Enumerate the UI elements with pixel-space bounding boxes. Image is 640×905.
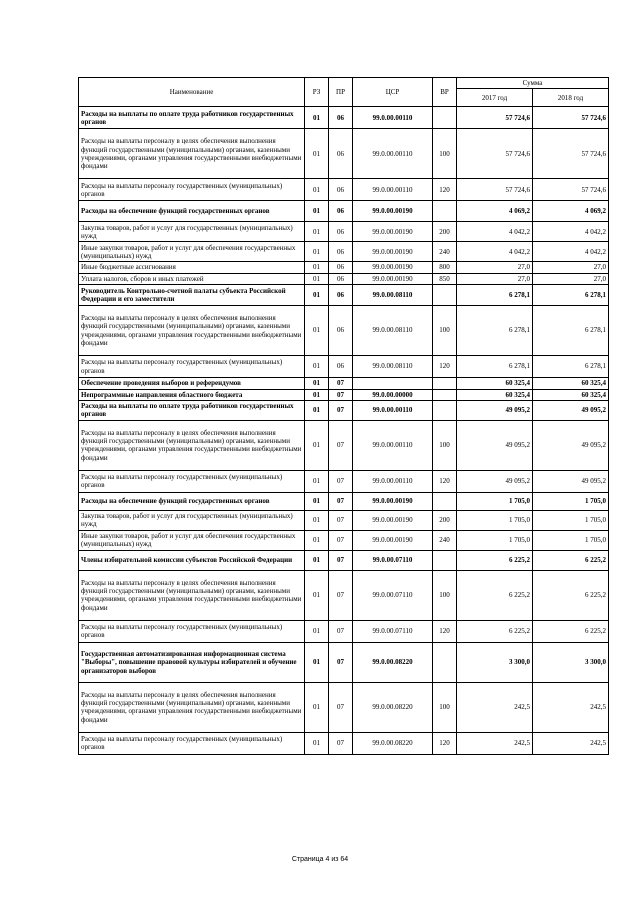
cell-rz: 01 (305, 179, 329, 201)
cell-pr: 07 (329, 682, 353, 732)
cell-vr: 120 (433, 356, 457, 378)
cell-pr: 07 (329, 400, 353, 420)
cell-pr: 07 (329, 389, 353, 400)
cell-csr: 99.0.00.07110 (353, 620, 433, 642)
table-row (79, 510, 609, 530)
header-rz: РЗ (305, 78, 329, 107)
cell-rz: 01 (305, 242, 329, 262)
cell-vr: 100 (433, 570, 457, 620)
cell-vr (433, 642, 457, 682)
cell-rz: 01 (305, 570, 329, 620)
cell-sum-2017: 6 278,1 (457, 356, 533, 378)
cell-sum-2018: 6 278,1 (533, 356, 609, 378)
cell-pr: 06 (329, 285, 353, 306)
cell-csr: 99.0.00.00190 (353, 510, 433, 530)
cell-name: Иные закупки товаров, работ и услуг для обеспечения государственных (муниципальных) нужд (79, 242, 305, 262)
cell-sum-2017: 4 069,2 (457, 201, 533, 222)
table-row (79, 530, 609, 550)
cell-rz: 01 (305, 273, 329, 284)
table-row (79, 389, 609, 400)
cell-sum-2018: 6 278,1 (533, 285, 609, 306)
cell-name: Члены избирательной комиссии субъектов Российской Федерации (79, 550, 305, 570)
cell-name: Расходы на выплаты персоналу государственных (муниципальных) органов (79, 732, 305, 754)
table-row (79, 242, 609, 262)
cell-csr: 99.0.00.00190 (353, 492, 433, 510)
cell-csr: 99.0.00.00110 (353, 107, 433, 129)
cell-rz: 01 (305, 222, 329, 242)
cell-name: Закупка товаров, работ и услуг для государственных (муниципальных) нужд (79, 222, 305, 242)
table-row (79, 222, 609, 242)
cell-name: Расходы на выплаты по оплате труда работников государственных органов (79, 107, 305, 129)
cell-name: Расходы на выплаты персоналу в целях обеспечения выполнения функций государственными (муниципальными) органами, казенными учреждениями, органами управления государственными внебюджетными фондами (79, 420, 305, 470)
cell-sum-2017: 242,5 (457, 682, 533, 732)
table-row (79, 570, 609, 620)
table-row (79, 107, 609, 129)
table-row (79, 285, 609, 306)
cell-sum-2017: 1 705,0 (457, 510, 533, 530)
cell-rz: 01 (305, 510, 329, 530)
cell-name: Расходы на выплаты по оплате труда работников государственных органов (79, 400, 305, 420)
cell-pr: 06 (329, 242, 353, 262)
cell-vr: 800 (433, 262, 457, 273)
cell-rz: 01 (305, 107, 329, 129)
cell-sum-2017: 3 300,0 (457, 642, 533, 682)
cell-sum-2018: 1 705,0 (533, 530, 609, 550)
cell-rz: 01 (305, 129, 329, 179)
cell-name: Расходы на выплаты персоналу государственных (муниципальных) органов (79, 179, 305, 201)
cell-vr: 200 (433, 222, 457, 242)
cell-csr: 99.0.00.00190 (353, 201, 433, 222)
cell-vr: 240 (433, 530, 457, 550)
cell-sum-2018: 57 724,6 (533, 107, 609, 129)
cell-csr: 99.0.00.08110 (353, 356, 433, 378)
table-row (79, 492, 609, 510)
cell-sum-2018: 3 300,0 (533, 642, 609, 682)
cell-sum-2017: 1 705,0 (457, 492, 533, 510)
cell-pr: 07 (329, 642, 353, 682)
cell-vr: 100 (433, 306, 457, 356)
budget-table (78, 77, 609, 755)
cell-sum-2018: 60 325,4 (533, 378, 609, 389)
table-row (79, 129, 609, 179)
cell-sum-2018: 1 705,0 (533, 492, 609, 510)
cell-vr (433, 378, 457, 389)
cell-rz: 01 (305, 732, 329, 754)
cell-rz: 01 (305, 530, 329, 550)
cell-rz: 01 (305, 470, 329, 492)
cell-rz: 01 (305, 356, 329, 378)
table-row (79, 550, 609, 570)
cell-sum-2018: 49 095,2 (533, 470, 609, 492)
page-number: Страница 4 из 64 (291, 856, 349, 863)
table-header (79, 78, 609, 107)
cell-sum-2017: 27,0 (457, 262, 533, 273)
cell-rz: 01 (305, 420, 329, 470)
cell-pr: 06 (329, 107, 353, 129)
cell-csr: 99.0.00.00110 (353, 470, 433, 492)
table-row (79, 262, 609, 273)
cell-sum-2017: 6 225,2 (457, 570, 533, 620)
cell-csr: 99.0.00.08110 (353, 306, 433, 356)
cell-vr (433, 389, 457, 400)
cell-sum-2017: 57 724,6 (457, 107, 533, 129)
cell-pr: 07 (329, 620, 353, 642)
cell-vr (433, 550, 457, 570)
cell-pr: 07 (329, 732, 353, 754)
cell-vr (433, 201, 457, 222)
cell-sum-2018: 4 042,2 (533, 242, 609, 262)
cell-vr: 100 (433, 129, 457, 179)
cell-rz: 01 (305, 389, 329, 400)
cell-name: Расходы на выплаты персоналу государственных (муниципальных) органов (79, 470, 305, 492)
cell-rz: 01 (305, 378, 329, 389)
cell-name: Руководитель Контрольно-счетной палаты субъекта Российской Федерации и его заместители (79, 285, 305, 306)
cell-pr: 07 (329, 570, 353, 620)
cell-name: Расходы на обеспечение функций государственных органов (79, 492, 305, 510)
cell-pr: 06 (329, 222, 353, 242)
cell-name: Государственная автоматизированная информационная система "Выборы", повышение правовой культуры избирателей и обучение организаторов выборов (79, 642, 305, 682)
cell-vr (433, 285, 457, 306)
cell-name: Расходы на выплаты персоналу в целях обеспечения выполнения функций государственными (муниципальными) органами, казенными учреждениями, органами управления государственными внебюджетными фондами (79, 306, 305, 356)
cell-rz: 01 (305, 682, 329, 732)
cell-rz: 01 (305, 262, 329, 273)
cell-sum-2018: 6 225,2 (533, 570, 609, 620)
table-row (79, 400, 609, 420)
cell-name: Обеспечение проведения выборов и референдумов (79, 378, 305, 389)
cell-name: Расходы на выплаты персоналу в целях обеспечения выполнения функций государственными (муниципальными) органами, казенными учреждениями, органами управления государственными внебюджетными фондами (79, 129, 305, 179)
table-row (79, 732, 609, 754)
cell-sum-2017: 1 705,0 (457, 530, 533, 550)
header-name: Наименование (79, 78, 305, 107)
header-2017: 2017 год (457, 89, 533, 107)
cell-pr: 06 (329, 273, 353, 284)
cell-vr: 240 (433, 242, 457, 262)
cell-rz: 01 (305, 306, 329, 356)
header-2018: 2018 год (533, 89, 609, 107)
cell-sum-2018: 57 724,6 (533, 129, 609, 179)
cell-sum-2017: 57 724,6 (457, 129, 533, 179)
cell-sum-2017: 6 278,1 (457, 306, 533, 356)
cell-pr: 06 (329, 356, 353, 378)
cell-sum-2018: 27,0 (533, 273, 609, 284)
cell-rz: 01 (305, 201, 329, 222)
table-row (79, 201, 609, 222)
cell-vr (433, 400, 457, 420)
cell-pr: 06 (329, 129, 353, 179)
cell-name: Непрограммные направления областного бюджета (79, 389, 305, 400)
cell-csr: 99.0.00.07110 (353, 570, 433, 620)
cell-sum-2017: 4 042,2 (457, 222, 533, 242)
cell-csr: 99.0.00.08110 (353, 285, 433, 306)
cell-sum-2017: 6 225,2 (457, 620, 533, 642)
cell-vr: 120 (433, 179, 457, 201)
cell-csr (353, 378, 433, 389)
cell-csr: 99.0.00.08220 (353, 642, 433, 682)
cell-sum-2018: 6 278,1 (533, 306, 609, 356)
cell-pr: 06 (329, 262, 353, 273)
cell-pr: 07 (329, 510, 353, 530)
cell-csr: 99.0.00.00190 (353, 222, 433, 242)
cell-vr (433, 492, 457, 510)
table-row (79, 682, 609, 732)
table-row (79, 179, 609, 201)
cell-name: Расходы на выплаты персоналу в целях обеспечения выполнения функций государственными (муниципальными) органами, казенными учреждениями, органами управления государственными внебюджетными фондами (79, 682, 305, 732)
cell-sum-2017: 27,0 (457, 273, 533, 284)
cell-sum-2018: 1 705,0 (533, 510, 609, 530)
cell-rz: 01 (305, 642, 329, 682)
cell-pr: 07 (329, 470, 353, 492)
cell-sum-2017: 4 042,2 (457, 242, 533, 262)
cell-csr: 99.0.00.00110 (353, 400, 433, 420)
table-row (79, 620, 609, 642)
cell-sum-2018: 49 095,2 (533, 400, 609, 420)
table-row (79, 642, 609, 682)
cell-sum-2017: 49 095,2 (457, 470, 533, 492)
cell-sum-2018: 4 069,2 (533, 201, 609, 222)
cell-name: Закупка товаров, работ и услуг для государственных (муниципальных) нужд (79, 510, 305, 530)
cell-pr: 07 (329, 530, 353, 550)
cell-sum-2018: 60 325,4 (533, 389, 609, 400)
cell-rz: 01 (305, 550, 329, 570)
cell-sum-2018: 6 225,2 (533, 550, 609, 570)
cell-sum-2017: 242,5 (457, 732, 533, 754)
cell-sum-2017: 49 095,2 (457, 400, 533, 420)
cell-sum-2018: 242,5 (533, 732, 609, 754)
cell-sum-2018: 49 095,2 (533, 420, 609, 470)
header-sum: Сумма (457, 78, 609, 89)
cell-sum-2017: 57 724,6 (457, 179, 533, 201)
cell-csr: 99.0.00.08220 (353, 682, 433, 732)
cell-pr: 07 (329, 492, 353, 510)
cell-name: Иные бюджетные ассигнования (79, 262, 305, 273)
cell-sum-2018: 242,5 (533, 682, 609, 732)
cell-csr: 99.0.00.00190 (353, 262, 433, 273)
cell-sum-2018: 57 724,6 (533, 179, 609, 201)
header-csr: ЦСР (353, 78, 433, 107)
cell-sum-2018: 4 042,2 (533, 222, 609, 242)
cell-csr: 99.0.00.00110 (353, 129, 433, 179)
cell-pr: 06 (329, 306, 353, 356)
header-pr: ПР (329, 78, 353, 107)
cell-rz: 01 (305, 285, 329, 306)
cell-vr: 200 (433, 510, 457, 530)
table-row (79, 273, 609, 284)
cell-vr: 120 (433, 620, 457, 642)
cell-name: Расходы на выплаты персоналу государственных (муниципальных) органов (79, 356, 305, 378)
cell-sum-2017: 49 095,2 (457, 420, 533, 470)
cell-name: Уплата налогов, сборов и иных платежей (79, 273, 305, 284)
cell-name: Расходы на выплаты персоналу в целях обеспечения выполнения функций государственными (муниципальными) органами, казенными учреждениями, органами управления государственными внебюджетными фондами (79, 570, 305, 620)
cell-sum-2017: 60 325,4 (457, 389, 533, 400)
cell-vr: 100 (433, 420, 457, 470)
cell-vr: 120 (433, 470, 457, 492)
cell-csr: 99.0.00.00190 (353, 242, 433, 262)
table-row (79, 306, 609, 356)
cell-csr: 99.0.00.00190 (353, 273, 433, 284)
cell-sum-2018: 6 225,2 (533, 620, 609, 642)
cell-sum-2017: 60 325,4 (457, 378, 533, 389)
cell-pr: 07 (329, 420, 353, 470)
cell-sum-2017: 6 225,2 (457, 550, 533, 570)
cell-pr: 07 (329, 378, 353, 389)
cell-rz: 01 (305, 400, 329, 420)
cell-vr (433, 107, 457, 129)
cell-vr: 120 (433, 732, 457, 754)
cell-rz: 01 (305, 620, 329, 642)
cell-name: Иные закупки товаров, работ и услуг для обеспечения государственных (муниципальных) нужд (79, 530, 305, 550)
table-body (79, 107, 609, 755)
cell-csr: 99.0.00.00190 (353, 530, 433, 550)
cell-pr: 07 (329, 550, 353, 570)
table-row (79, 378, 609, 389)
cell-csr: 99.0.00.00110 (353, 179, 433, 201)
cell-pr: 06 (329, 179, 353, 201)
cell-csr: 99.0.00.08220 (353, 732, 433, 754)
cell-rz: 01 (305, 492, 329, 510)
table-row (79, 356, 609, 378)
cell-csr: 99.0.00.00000 (353, 389, 433, 400)
cell-vr: 100 (433, 682, 457, 732)
table-row (79, 470, 609, 492)
cell-pr: 06 (329, 201, 353, 222)
table-row (79, 420, 609, 470)
cell-csr: 99.0.00.00110 (353, 420, 433, 470)
cell-vr: 850 (433, 273, 457, 284)
cell-name: Расходы на обеспечение функций государственных органов (79, 201, 305, 222)
cell-sum-2018: 27,0 (533, 262, 609, 273)
cell-sum-2017: 6 278,1 (457, 285, 533, 306)
header-vr: ВР (433, 78, 457, 107)
cell-csr: 99.0.00.07110 (353, 550, 433, 570)
cell-name: Расходы на выплаты персоналу государственных (муниципальных) органов (79, 620, 305, 642)
